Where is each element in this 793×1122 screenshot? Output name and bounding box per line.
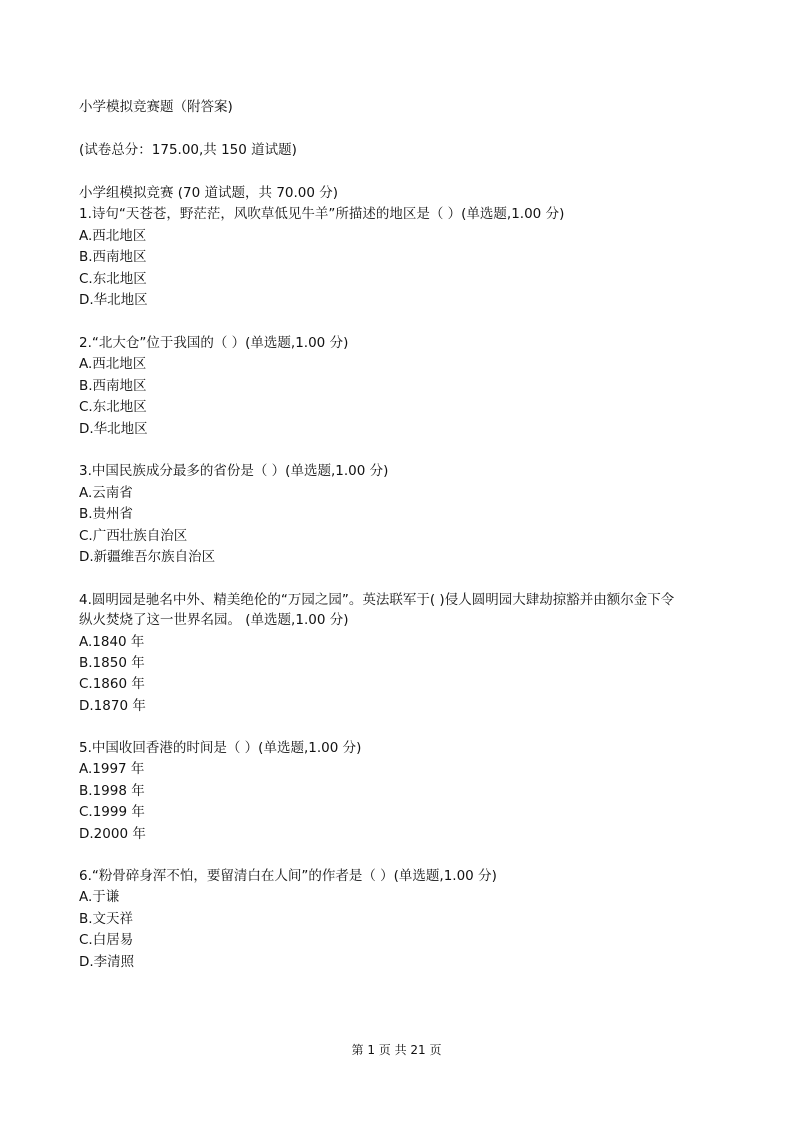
question-2-option-c: C.东北地区 — [79, 399, 147, 415]
question-3-option-a: A.云南省 — [79, 485, 133, 501]
question-1-option-c: C.东北地区 — [79, 271, 147, 287]
question-3-text: 3.中国民族成分最多的省份是（ ）(单选题,1.00 分) — [79, 463, 389, 479]
exam-summary: (试卷总分：175.00,共 150 道试题) — [79, 142, 297, 158]
question-5-option-d: D.2000 年 — [79, 826, 146, 842]
question-6-text: 6.“粉骨碎身浑不怕，要留清白在人间”的作者是（ ）(单选题,1.00 分) — [79, 868, 497, 884]
question-6-option-c: C.白居易 — [79, 932, 134, 948]
question-2-text: 2.“北大仓”位于我国的（ ）(单选题,1.00 分) — [79, 335, 349, 351]
question-6-option-a: A.于谦 — [79, 889, 120, 905]
question-5-option-b: B.1998 年 — [79, 783, 145, 799]
question-2-option-a: A.西北地区 — [79, 356, 147, 372]
question-1-option-a: A.西北地区 — [79, 228, 147, 244]
question-3-option-c: C.广西壮族自治区 — [79, 528, 188, 544]
question-4-text-line-1: 4.圆明园是驰名中外、精美绝伦的“万园之园”。英法联军于( )侵人圆明园大肆劫掠豁并由额尔金下令 — [79, 592, 675, 608]
question-4-option-d: D.1870 年 — [79, 698, 146, 714]
question-4-text-line-2: 纵火焚烧了这一世界名园。 (单选题,1.00 分) — [79, 612, 349, 628]
question-5-text: 5.中国收回香港的时间是（ ）(单选题,1.00 分) — [79, 740, 362, 756]
question-3-option-b: B.贵州省 — [79, 506, 134, 522]
question-5-option-a: A.1997 年 — [79, 761, 145, 777]
question-4-option-b: B.1850 年 — [79, 655, 145, 671]
question-1-option-b: B.西南地区 — [79, 249, 147, 265]
question-1-text: 1.诗句“天苍苍，野茫茫，风吹草低见牛羊”所描述的地区是（ ）(单选题,1.00 分) — [79, 206, 565, 222]
question-4-option-c: C.1860 年 — [79, 676, 145, 692]
question-6-option-b: B.文天祥 — [79, 911, 134, 927]
question-2-option-b: B.西南地区 — [79, 378, 147, 394]
question-5-option-c: C.1999 年 — [79, 804, 145, 820]
question-6-option-d: D.李清照 — [79, 954, 135, 970]
question-3-option-d: D.新疆维吾尔族自治区 — [79, 549, 216, 565]
question-4-option-a: A.1840 年 — [79, 634, 145, 650]
question-2-option-d: D.华北地区 — [79, 421, 148, 437]
question-1-option-d: D.华北地区 — [79, 292, 148, 308]
section-heading: 小学组模拟竞赛 (70 道试题，共 70.00 分) — [79, 185, 339, 201]
page-number-footer: 第 1 页 共 21 页 — [351, 1043, 442, 1057]
document-title: 小学模拟竞赛题（附答案) — [79, 99, 233, 115]
